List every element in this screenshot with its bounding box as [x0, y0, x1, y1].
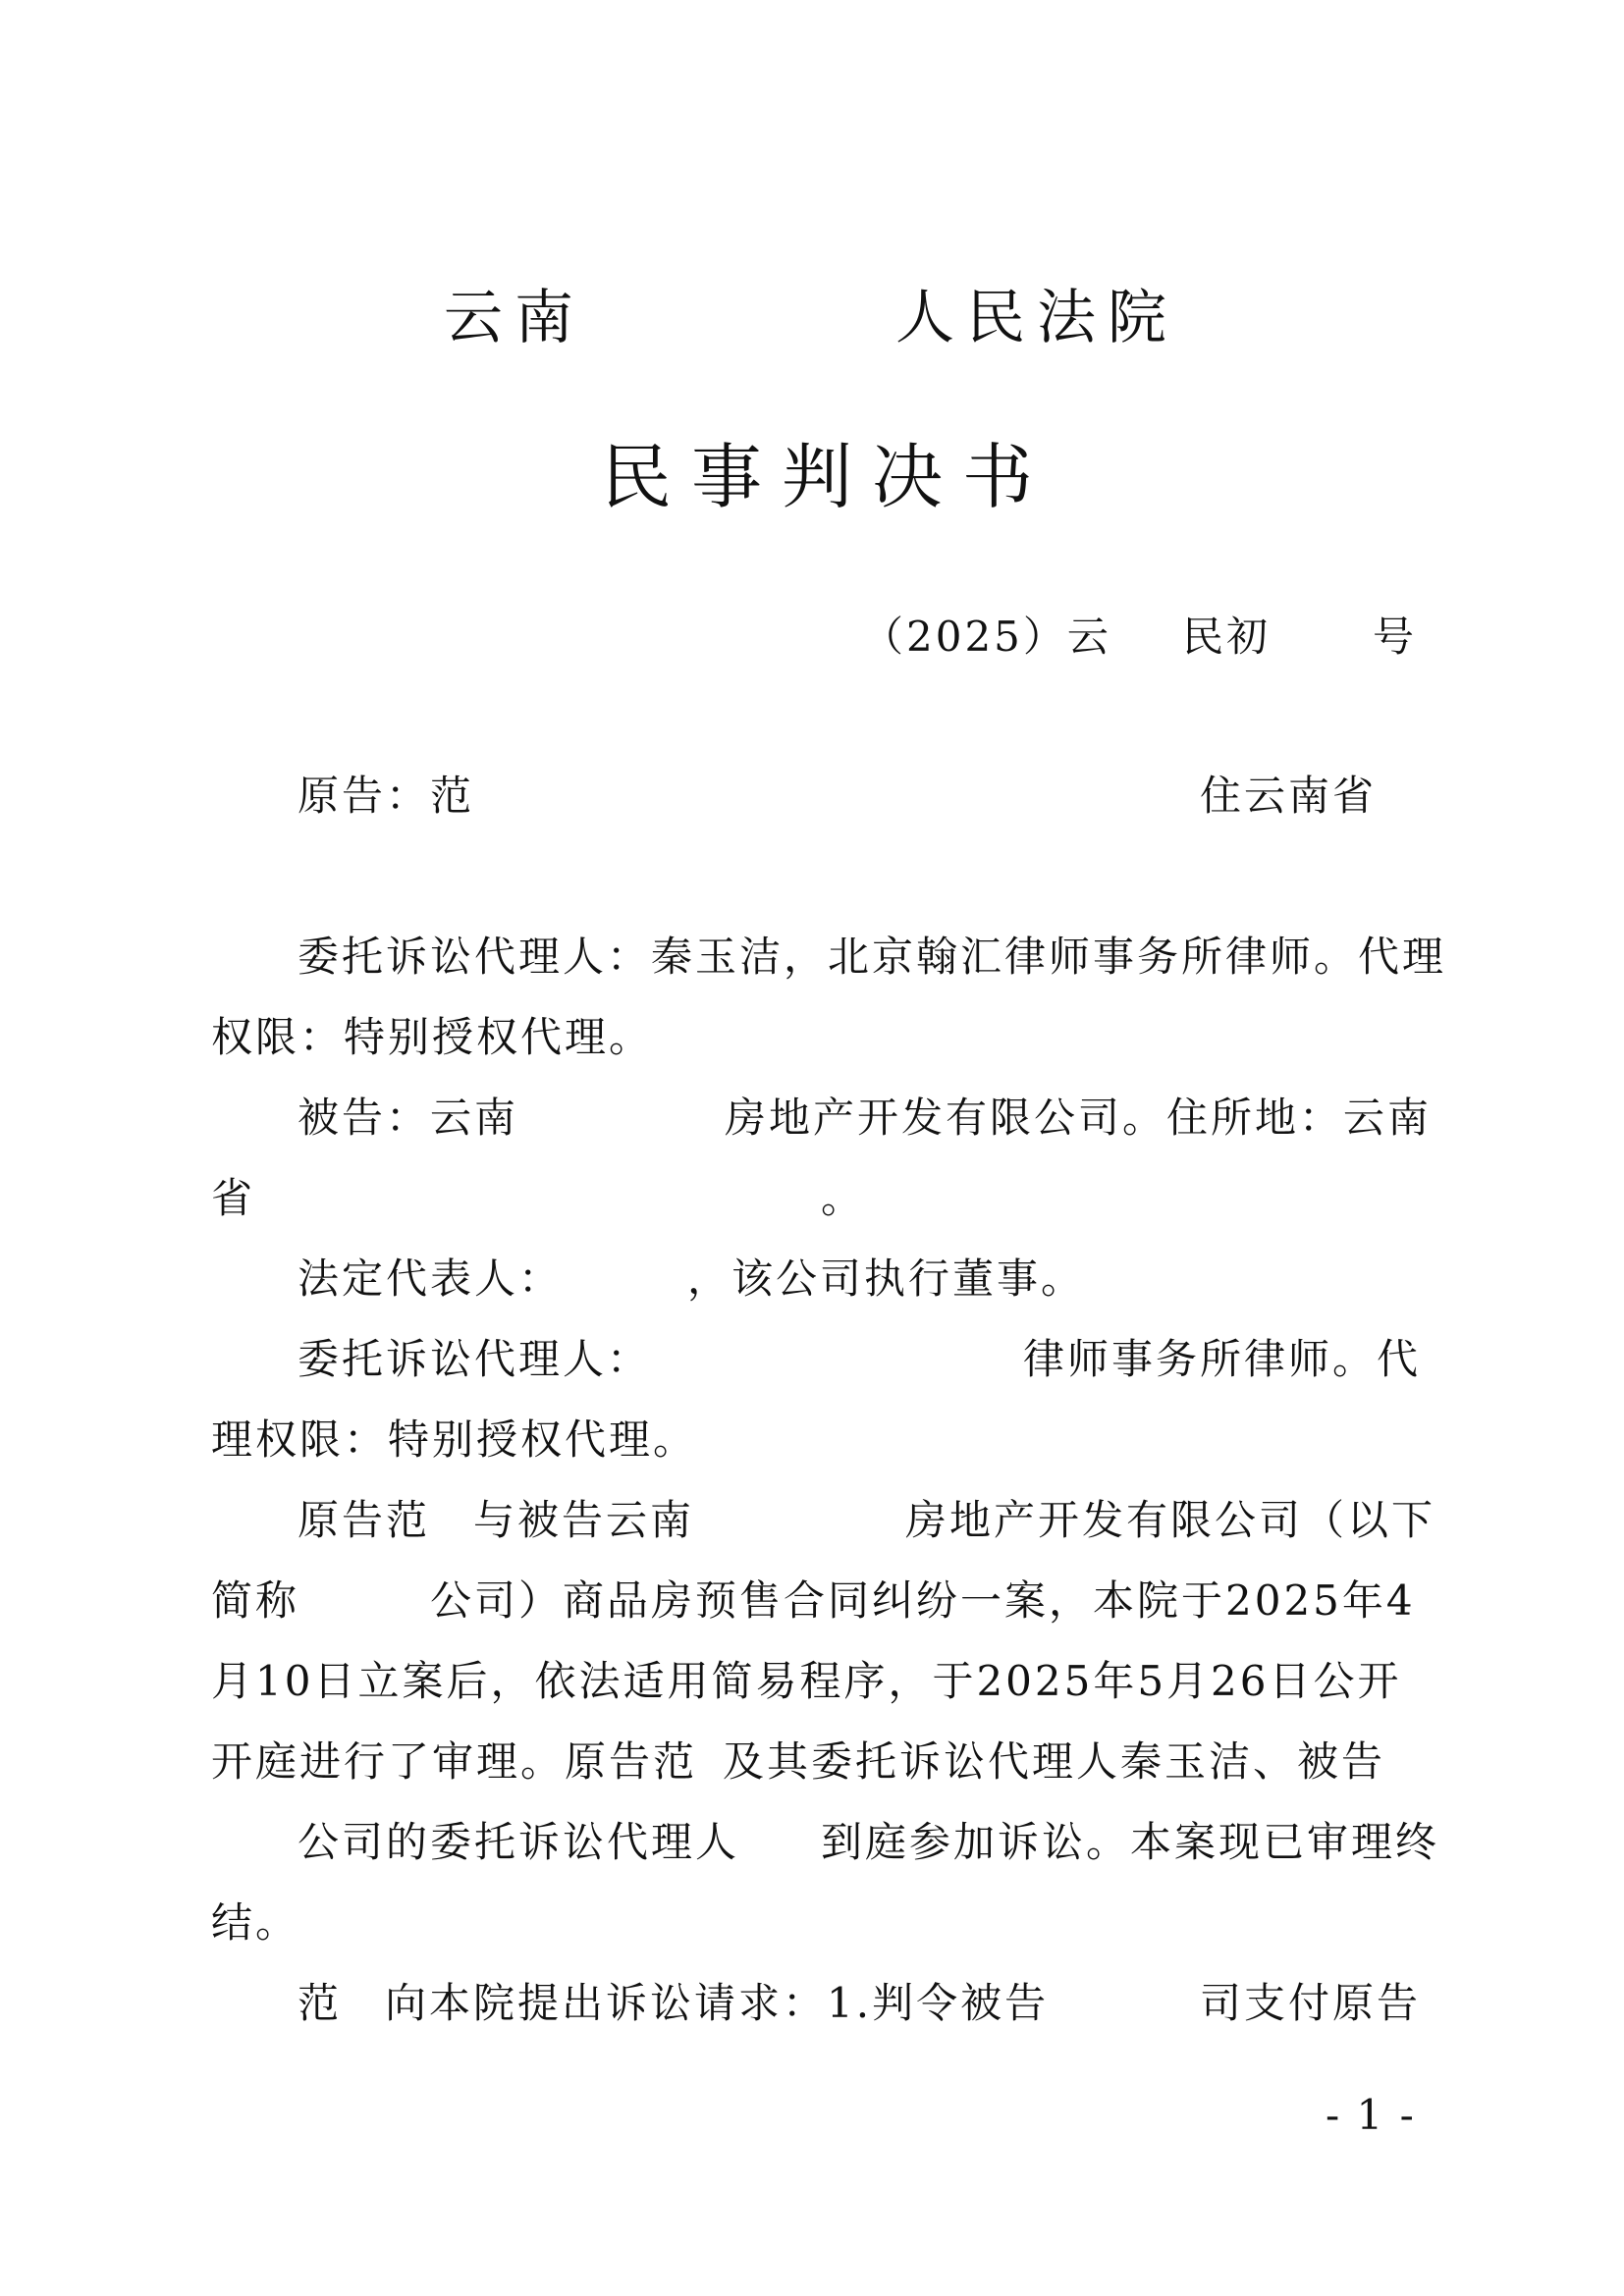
case-number-year: （2025）云	[862, 613, 1111, 661]
claims-intro: 向本院提出诉讼请求：1.判令被告	[385, 1979, 1050, 2027]
plaintiff-label: 原告：范	[298, 772, 475, 820]
case-intro-filing: 公司）商品房预售合同纠纷一案，本院于2025年4	[430, 1576, 1416, 1625]
defendant-label: 被告：云南	[298, 1094, 519, 1142]
court-name-prefix: 云南	[444, 284, 585, 352]
claims-pay: 司支付原告	[1200, 1979, 1422, 2027]
case-intro-procedure: 月10日立案后，依法适用简易程序，于2025年5月26日公开	[211, 1657, 1402, 1705]
case-intro-concluded: 到庭参加诉讼。本案现已审理终	[821, 1818, 1440, 1866]
case-intro-end: 结。	[211, 1898, 300, 1947]
defendant-address-start: 省	[211, 1174, 256, 1222]
case-number-suffix: 号	[1373, 613, 1418, 661]
case-intro-abbrev: 简称	[211, 1576, 300, 1625]
defendant-agent-authority: 理权限：特别授权代理。	[211, 1415, 698, 1464]
plaintiff-agent: 委托诉讼代理人：秦玉洁，北京翰汇律师事务所律师。代理	[298, 933, 1447, 981]
case-number-type: 民初	[1182, 613, 1272, 661]
legal-rep-title: ，该公司执行董事。	[687, 1255, 1086, 1303]
legal-rep-label: 法定代表人：	[298, 1255, 564, 1303]
case-intro-defendant: 与被告云南	[473, 1496, 695, 1544]
case-intro-company: 房地产开发有限公司（以下	[905, 1496, 1436, 1544]
defendant-agent-label: 委托诉讼代理人：	[298, 1335, 652, 1383]
case-intro-hearing: 开庭进行了审理。原告范	[211, 1737, 698, 1786]
plaintiff-agent-authority: 权限：特别授权代理。	[211, 1013, 654, 1061]
case-intro-plaintiff: 原告范	[298, 1496, 431, 1544]
defendant-name: 房地产开发有限公司。住所地：云南	[725, 1094, 1433, 1142]
defendant-address-end: 。	[821, 1174, 866, 1222]
claims-plaintiff: 范	[298, 1979, 343, 2027]
document-title: 民事判决书	[601, 436, 1054, 518]
case-intro-defendant-agent: 公司的委托诉讼代理人	[298, 1818, 740, 1866]
court-name-suffix: 人民法院	[895, 284, 1178, 352]
page-number: - 1 -	[1326, 2091, 1416, 2139]
plaintiff-address: 住云南省	[1200, 772, 1378, 820]
case-intro-attendees: 及其委托诉讼代理人秦玉洁、被告	[723, 1737, 1386, 1786]
defendant-agent-firm: 律师事务所律师。代	[1023, 1335, 1422, 1383]
